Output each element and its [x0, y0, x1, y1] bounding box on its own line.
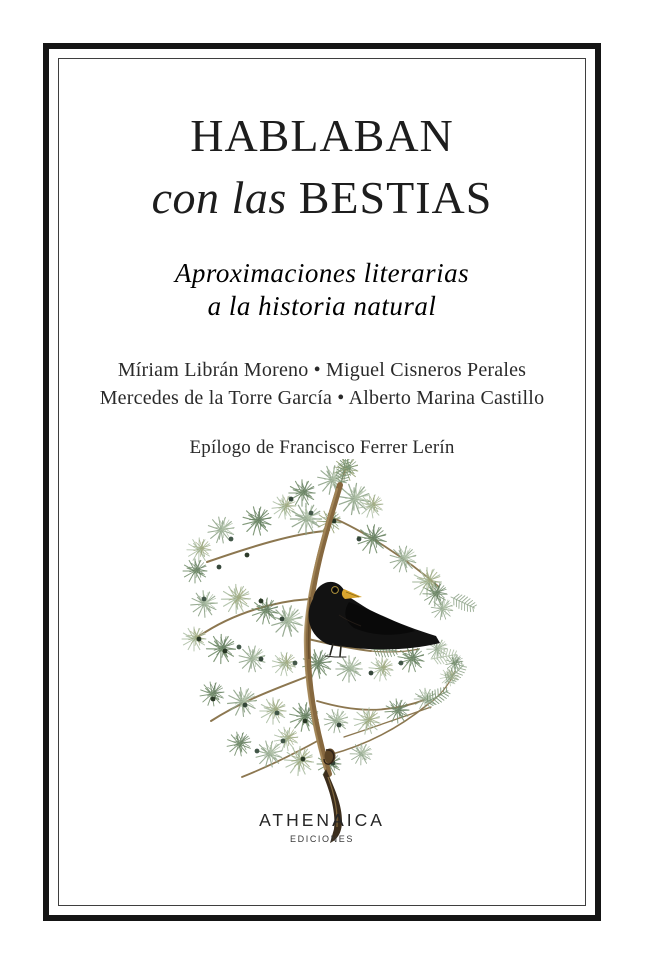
book-subtitle-line1: Aproximaciones literarias	[174, 258, 470, 288]
authors-block	[59, 356, 585, 412]
book-title-line2	[59, 167, 585, 229]
book-title	[59, 105, 585, 229]
publisher-logo: ATHENAICA	[259, 810, 385, 830]
book-title-line2-italic: con las	[151, 172, 287, 223]
cover-outer-frame	[43, 43, 601, 921]
authors-line2: Mercedes de la Torre García • Alberto Marina Castillo	[99, 387, 545, 409]
book-subtitle-line2: a la historia natural	[207, 291, 437, 321]
epilogue-credit: Epílogo de Francisco Ferrer Lerín	[189, 437, 455, 458]
book-title-line2-caps: BESTIAS	[298, 172, 493, 223]
publisher-tagline: EDICIONES	[290, 834, 354, 844]
cover-inner-frame	[58, 58, 586, 906]
book-subtitle	[59, 257, 585, 323]
authors-line1: Míriam Librán Moreno • Miguel Cisneros Perales	[117, 359, 527, 381]
book-title-line1: HABLABAN	[190, 110, 454, 161]
